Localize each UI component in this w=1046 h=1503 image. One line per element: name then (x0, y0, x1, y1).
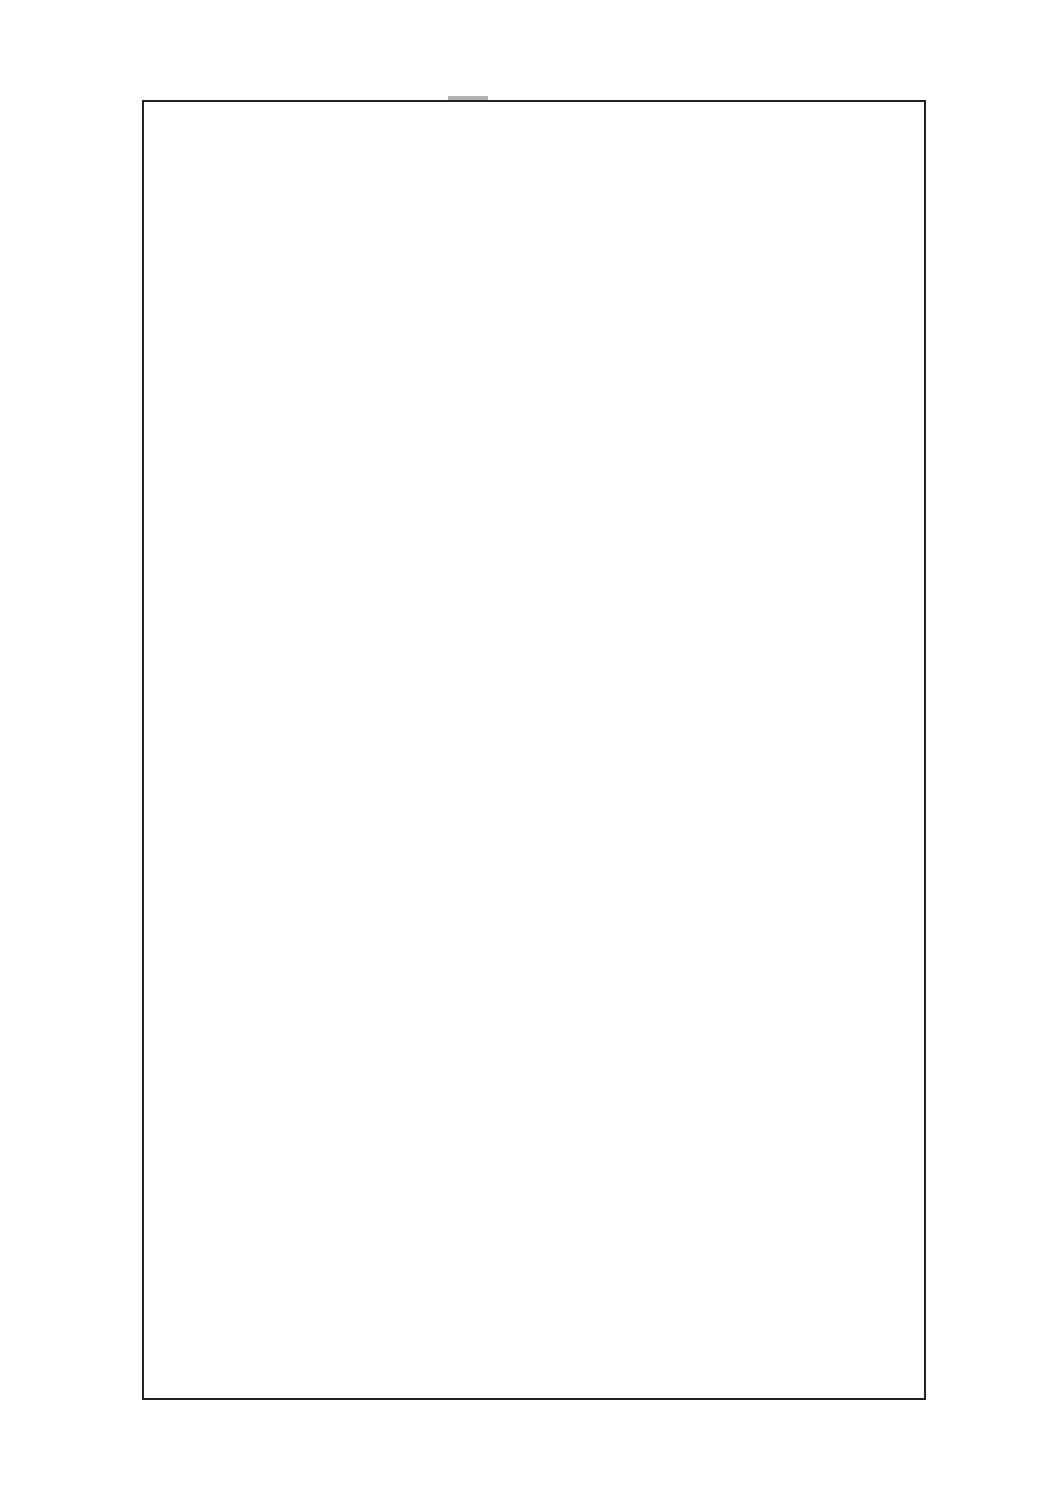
page-frame (142, 100, 926, 1400)
